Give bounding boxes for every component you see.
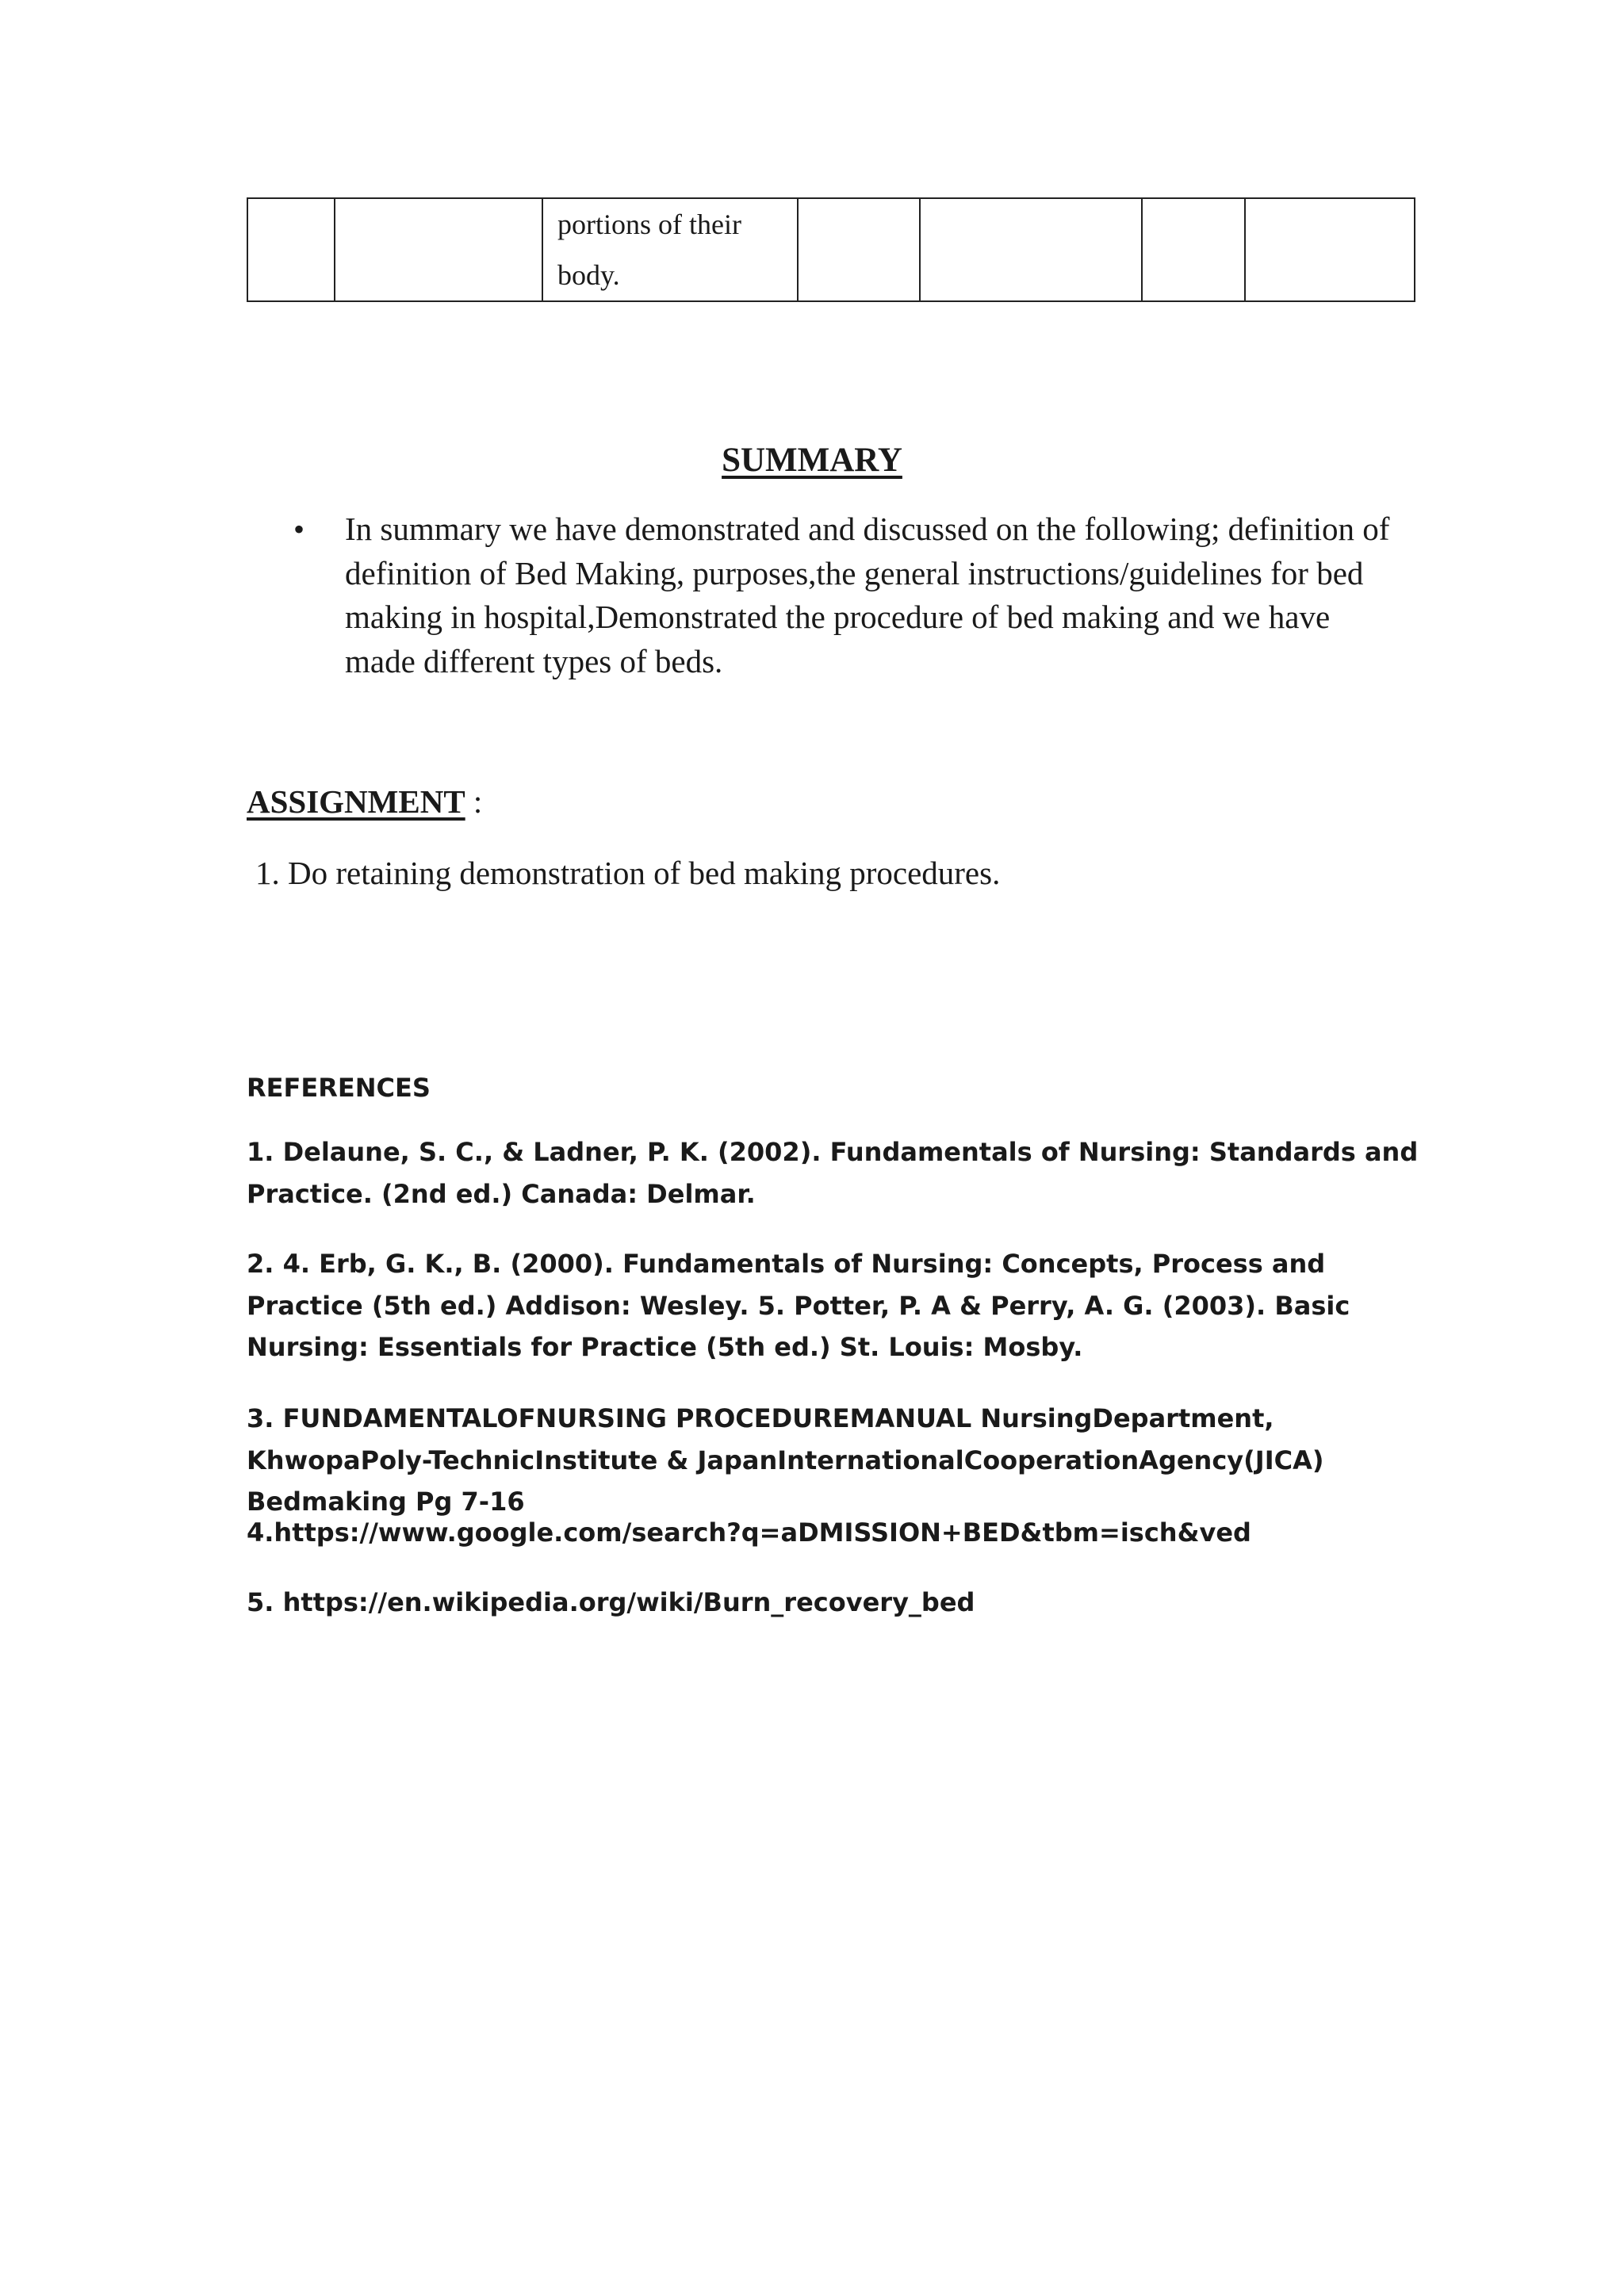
references-heading: REFERENCES (247, 1073, 431, 1103)
summary-heading: SUMMARY (722, 442, 902, 479)
summary-item (293, 507, 1396, 683)
summary-item-text: In summary we have demonstrated and discussed on the following; definition of definition of Bed Making, purposes,the general instructions/guidelines for bed making in hospital,Demonstrated the procedure of bed making and we have made different types of beds. (345, 511, 1390, 679)
reference-link[interactable]: 5. https://en.wikipedia.org/wiki/Burn_recovery_bed (247, 1587, 975, 1617)
summary-list (293, 507, 1396, 683)
continuation-table (247, 197, 1415, 302)
table-row (247, 198, 1415, 301)
reference-item: 1. Delaune, S. C., & Ladner, P. K. (2002). Fundamentals of Nursing: Standards and Practice. (2nd ed.) Canada: Delmar. (247, 1137, 1419, 1209)
assignment-line (247, 779, 482, 824)
assignment-item: 1. Do retaining demonstration of bed making procedures. (255, 855, 1001, 891)
table-cell: portions of their body. (542, 198, 798, 301)
table-cell (335, 198, 542, 301)
table-cell (1245, 198, 1415, 301)
assignment-heading: ASSIGNMENT (247, 783, 465, 820)
table-cell (798, 198, 920, 301)
bullet-icon: • (293, 511, 305, 547)
table-cell (920, 198, 1142, 301)
table-cell (247, 198, 335, 301)
table-cell (1142, 198, 1245, 301)
reference-link[interactable]: 4.https://www.google.com/search?q=aDMISSION+BED&tbm=isch&ved (247, 1517, 1251, 1548)
reference-item: 2. 4. Erb, G. K., B. (2000). Fundamentals of Nursing: Concepts, Process and Practice (5th ed.) Addison: Wesley. 5. Potter, P. A & Perry, A. G. (2003). Basic Nursing: Essentials for Practice (5th ed.) St. Louis: Mosby. (247, 1249, 1350, 1362)
assignment-separator: : (465, 783, 483, 820)
reference-item: 3. FUNDAMENTALOFNURSING PROCEDUREMANUAL NursingDepartment, KhwopaPoly-TechnicInstitute & JapanInternationalCooperationAgency(JICA) Bedmaking Pg 7-16 (247, 1403, 1324, 1517)
